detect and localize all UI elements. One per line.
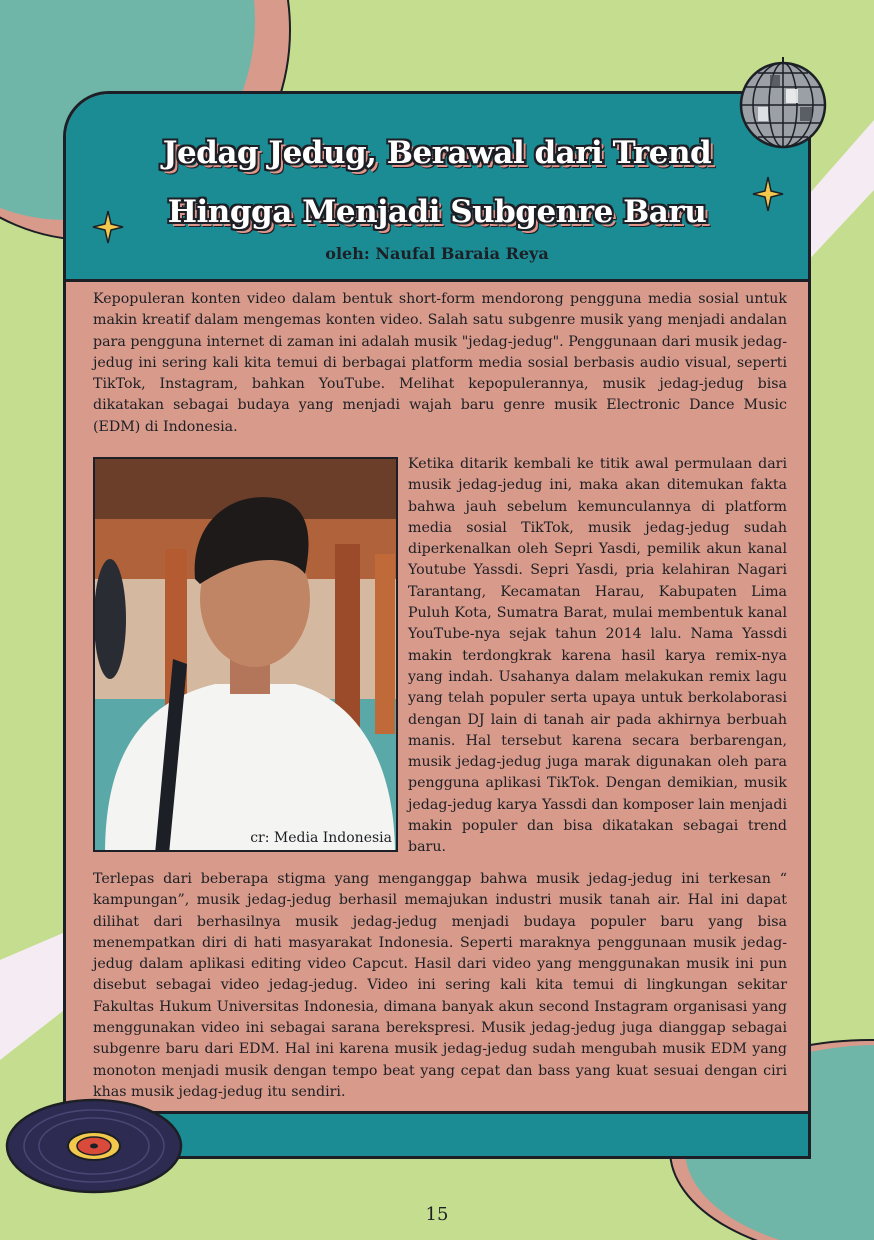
disco-ball-icon [738,57,828,149]
article-title [66,124,808,242]
article-header [66,94,808,282]
vinyl-record-icon [4,1096,186,1196]
star-icon [752,176,784,212]
page-number: 15 [425,1204,449,1225]
photo-illustration [95,459,398,852]
title-line-2: Hingga Menjadi Subgenre Baru [167,194,707,230]
article-card [63,91,811,1159]
paragraph-impact: Terlepas dari beberapa stigma yang menganggap bahwa musik jedag-jedug ini terkesan “ kampungan”, musik jedag-jedug berhasil memajukan industri musik tanah air. Hal ini dapat dilihat dari berhasilnya musik jedag-jedug menjadi budaya populer baru yang bisa menempatkan diri di hati masyarakat Indonesia. Seperti maraknya penggunaan musik jedag-jedug dalam aplikasi editing video Capcut. Hasil dari video yang menggunakan musik ini pun disebut sebagai video jedag-jedug. Video ini sering kali kita temui di lingkungan sekitar Fakultas Hukum Universitas Indonesia, dimana banyak akun second Instagram organisasi yang menggunakan video ini sebagai sarana berekspresi. Musik jedag-jedug juga dianggap sebagai subgenre baru dari EDM. Hal ini karena musik jedag-jedug sudah mengubah musik EDM yang monoton menjadi musik dengan tempo beat yang cepat dan bass yang kuat sesuai dengan ciri khas musik jedag-jedug itu sendiri. [93,871,787,1100]
star-icon [92,210,124,244]
paragraph-origin: Ketika ditarik kembali ke titik awal permulaan dari musik jedag-jedug ini, maka akan ditemukan fakta bahwa jauh sebelum kemunculannya di platform media sosial TikTok, musik jedag-jedug sudah diperkenalkan oleh Sepri Yasdi, pemilik akun kanal Youtube Yassdi. Sepri Yasdi, pria kelahiran Nagari Tarantang, Kecamatan Harau, Kabupaten Lima Puluh Kota, Sumatra Barat, mulai membentuk kanal YouTube-nya sejak tahun 2014 lalu. Nama Yassdi makin terdongkrak karena hasil karya remix-nya yang indah. Usahanya dalam melakukan remix lagu yang telah populer serta upaya untuk berkolaborasi dengan DJ lain di tanah air pada akhirnya berbuah manis. Hal tersebut karena secara berbarengan, musik jedag-jedug juga marak digunakan oleh para pengguna aplikasi TikTok. Dengan demikian, musik jedag-jedug karya Yassdi dan komposer lain menjadi makin populer dan bisa dikatakan sebagai trend baru. [408,456,787,856]
article-author: oleh: Naufal Baraia Reya [325,244,549,263]
photo-caption: cr: Media Indonesia [250,830,392,846]
article-photo [93,457,398,852]
title-line-1: Jedag Jedug, Berawal dari Trend [162,135,712,171]
paragraph-intro: Kepopuleran konten video dalam bentuk short-form mendorong pengguna media sosial untuk makin kreatif dalam mengemas konten video. Salah satu subgenre musik yang menjadi andalan para pengguna internet di zaman ini adalah musik "jedag-jedug". Penggunaan dari musik jedag-jedug ini sering kali kita temui di berbagai platform media sosial berbasis audio visual, seperti TikTok, Instagram, bahkan YouTube. Melihat kepopulerannya, musik jedag-jedug bisa dikatakan sebagai budaya yang menjadi wajah baru genre musik Electronic Dance Music (EDM) di Indonesia. [93,291,787,435]
